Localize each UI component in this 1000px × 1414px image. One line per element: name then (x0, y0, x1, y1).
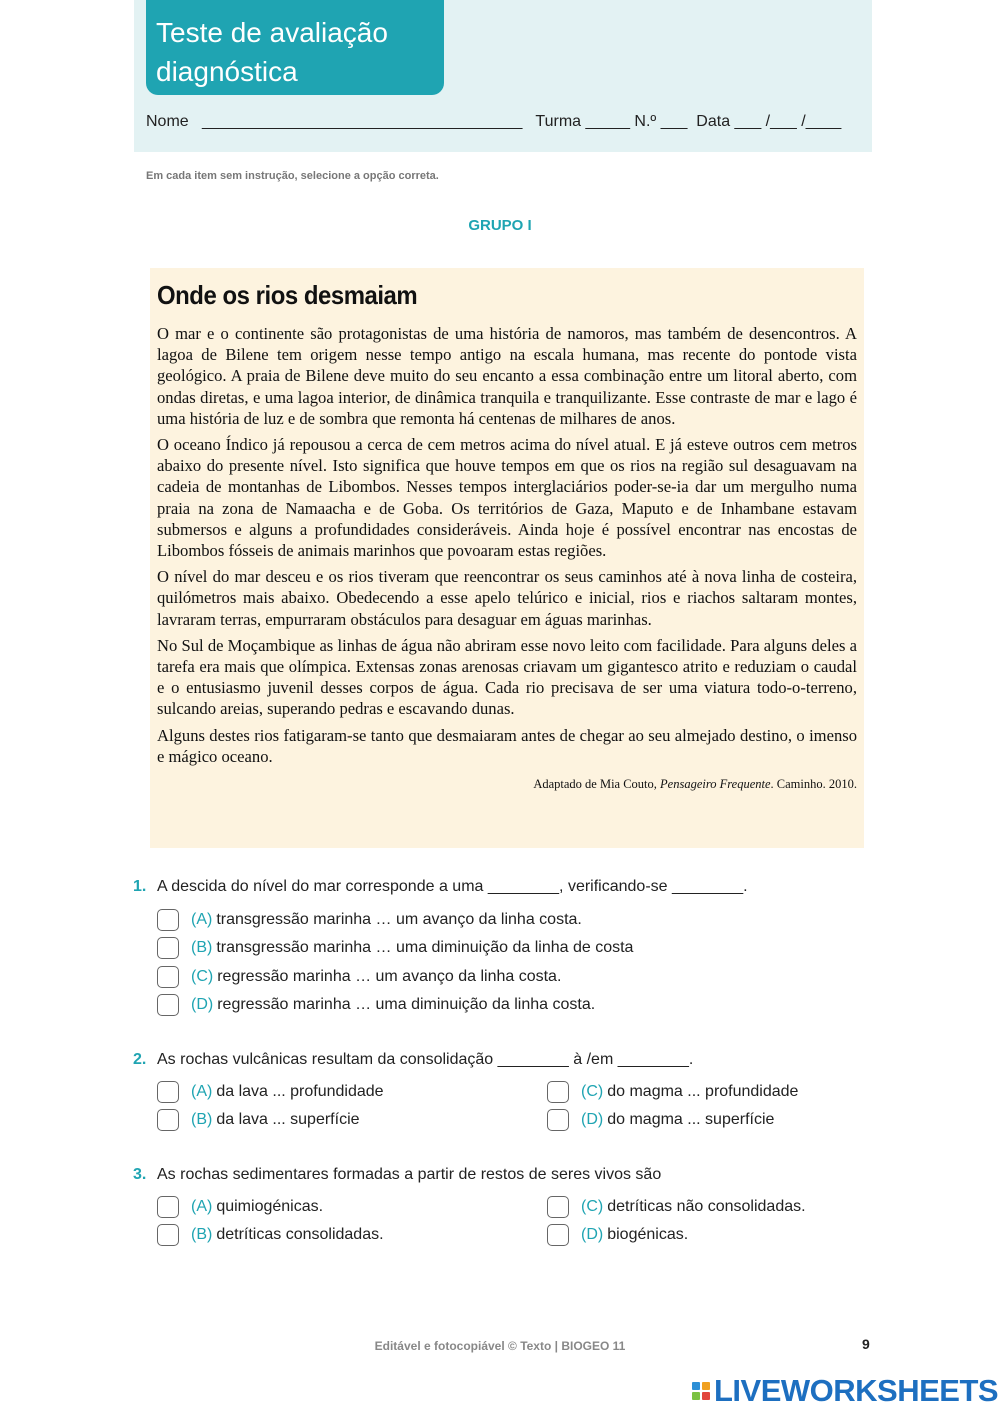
q2-option-c[interactable] (547, 1079, 798, 1105)
q1-option-b[interactable] (157, 935, 633, 961)
question-text: As rochas sedimentares formadas a partir de restos de seres vivos são (157, 1166, 662, 1183)
option-text: do magma ... profundidade (607, 1083, 799, 1100)
q1-option-c[interactable] (157, 964, 561, 990)
q3-option-a[interactable] (157, 1194, 323, 1220)
checkbox[interactable] (157, 966, 179, 988)
checkbox[interactable] (547, 1081, 569, 1103)
liveworksheets-logo (692, 1374, 998, 1408)
option-letter: (A) (191, 911, 213, 928)
q2-option-b[interactable] (157, 1107, 360, 1133)
checkbox[interactable] (547, 1224, 569, 1246)
liveworksheets-icon (692, 1382, 710, 1400)
test-title-line1: Teste de avaliação (156, 17, 388, 48)
option-text: detríticas não consolidadas. (607, 1198, 806, 1215)
question-number: 1. (133, 878, 147, 895)
logo-square-4 (702, 1392, 710, 1400)
option-letter: (B) (191, 1111, 213, 1128)
reading-paragraph-2: O oceano Índico já repousou a cerca de cem metros acima do nível atual. E já esteve outros cem metros abaixo do presente nível. Isto significa que houve tempos em que os rios na região sul desaguavam na cadeia de montanhas de Libombos. Nesses tempos interglaciários poder-se-ia dar um mergulho numa praia na zona de Namaacha e de Goba. Os territórios de Gaza, Maputo e de Inhambane estavam submersos e alguns a profundidades consideráveis. Ainda hoje é possível encontrar nas encostas de Libombos fósseis de animais marinhos que povoaram estas regiões. (157, 435, 857, 561)
option-text: detríticas consolidadas. (216, 1226, 384, 1243)
reading-source (157, 777, 857, 792)
q3-option-c[interactable] (547, 1194, 806, 1220)
logo-square-1 (692, 1382, 700, 1390)
q1-option-d[interactable] (157, 992, 595, 1018)
q1-option-a[interactable] (157, 907, 582, 933)
student-info-line: Nome ____________________________________ Turma _____ N.º ___ Data ___ /___ /____ (146, 113, 842, 130)
option-letter: (C) (191, 968, 214, 985)
option-text: da lava ... superfície (216, 1111, 360, 1128)
question-text: A descida do nível do mar corresponde a uma ________, verificando-se ________. (157, 878, 748, 895)
option-text: quimiogénicas. (216, 1198, 324, 1215)
checkbox[interactable] (547, 1196, 569, 1218)
option-text: do magma ... superfície (607, 1111, 775, 1128)
option-letter: (C) (581, 1083, 604, 1100)
source-book: Pensageiro Frequente (660, 777, 771, 792)
option-text: regressão marinha … um avanço da linha costa. (217, 968, 562, 985)
reading-paragraph-5: Alguns destes rios fatigaram-se tanto que desmaiaram antes de chegar ao seu almejado destino, o imenso e mágico oceano. (157, 725, 857, 766)
checkbox[interactable] (157, 1196, 179, 1218)
option-letter: (C) (581, 1198, 604, 1215)
group-title: GRUPO I (468, 217, 532, 234)
checkbox[interactable] (157, 937, 179, 959)
question-number: 3. (133, 1166, 147, 1183)
option-letter: (D) (581, 1111, 604, 1128)
option-letter: (A) (191, 1083, 213, 1100)
page-number: 9 (862, 1336, 870, 1352)
option-text: regressão marinha … uma diminuição da linha costa. (217, 996, 596, 1013)
checkbox[interactable] (157, 1224, 179, 1246)
option-letter: (D) (581, 1226, 604, 1243)
question-number: 2. (133, 1051, 147, 1068)
reading-paragraph-3: O nível do mar desceu e os rios tiveram que reencontrar os seus caminhos até à nova linha de costeira, quilómetros mais abaixo. Obedecendo a esse apelo telúrico e inicial, rios e riachos saltaram montes, lavraram terras, empurraram obstáculos para desaguar em águas marinhas. (157, 567, 857, 629)
source-suffix: . Caminho. 2010. (770, 777, 857, 792)
option-text: transgressão marinha … uma diminuição da linha de costa (216, 939, 634, 956)
reading-paragraph-1: O mar e o continente são protagonistas de uma história de namoros, mas também de desencontros. A lagoa de Bilene tem origem nesse tempo antigo na escala humana, mas recente do pontode vista geológico. A praia de Bilene deve muito do seu encanto a essa combinação entre um litoral aberto, com ondas diretas, e uma lagoa interior, de dinâmica tranquila e tranquilizante. Esse contraste de mar e lago é uma história de luz e de sombra que remonta há centenas de milhares de anos. (157, 324, 857, 428)
reading-title: Onde os rios desmaiam (157, 280, 418, 310)
checkbox[interactable] (157, 1081, 179, 1103)
option-text: biogénicas. (607, 1226, 689, 1243)
question-2 (133, 1051, 693, 1069)
checkbox[interactable] (547, 1109, 569, 1131)
q2-option-d[interactable] (547, 1107, 774, 1133)
reading-paragraph-4: No Sul de Moçambique as linhas de água não abriram esse novo leito com facilidade. Para alguns deles a tarefa era mais que olímpica. Extensas zonas arenosas criavam um gigantesco atrito e reduziam o caudal e o entusiasmo juvenil desses corpos de água. Cada rio precisava de ser uma viatura todo-o-terreno, sulcando areias, superando pedras e escavando dunas. (157, 635, 857, 719)
test-title-line2: diagnóstica (156, 56, 298, 87)
checkbox[interactable] (157, 1109, 179, 1131)
logo-square-3 (692, 1392, 700, 1400)
question-1 (133, 878, 748, 896)
checkbox[interactable] (157, 994, 179, 1016)
instruction-text: Em cada item sem instrução, selecione a opção correta. (146, 170, 439, 182)
option-letter: (B) (191, 939, 213, 956)
option-text: transgressão marinha … um avanço da linha costa. (216, 911, 582, 928)
logo-square-2 (702, 1382, 710, 1390)
option-letter: (D) (191, 996, 214, 1013)
option-letter: (A) (191, 1198, 213, 1215)
footer-text: Editável e fotocopiável © Texto | BIOGEO 11 (374, 1339, 626, 1353)
source-prefix: Adaptado de Mia Couto, (533, 777, 661, 792)
checkbox[interactable] (157, 909, 179, 931)
liveworksheets-text: LIVEWORKSHEETS (714, 1373, 999, 1408)
option-text: da lava ... profundidade (216, 1083, 384, 1100)
q3-option-d[interactable] (547, 1222, 688, 1248)
question-3 (133, 1166, 661, 1184)
q2-option-a[interactable] (157, 1079, 384, 1105)
reading-text-box (150, 268, 864, 848)
question-text: As rochas vulcânicas resultam da consolidação ________ à /em ________. (157, 1051, 694, 1068)
test-title (146, 0, 444, 95)
q3-option-b[interactable] (157, 1222, 384, 1248)
option-letter: (B) (191, 1226, 213, 1243)
